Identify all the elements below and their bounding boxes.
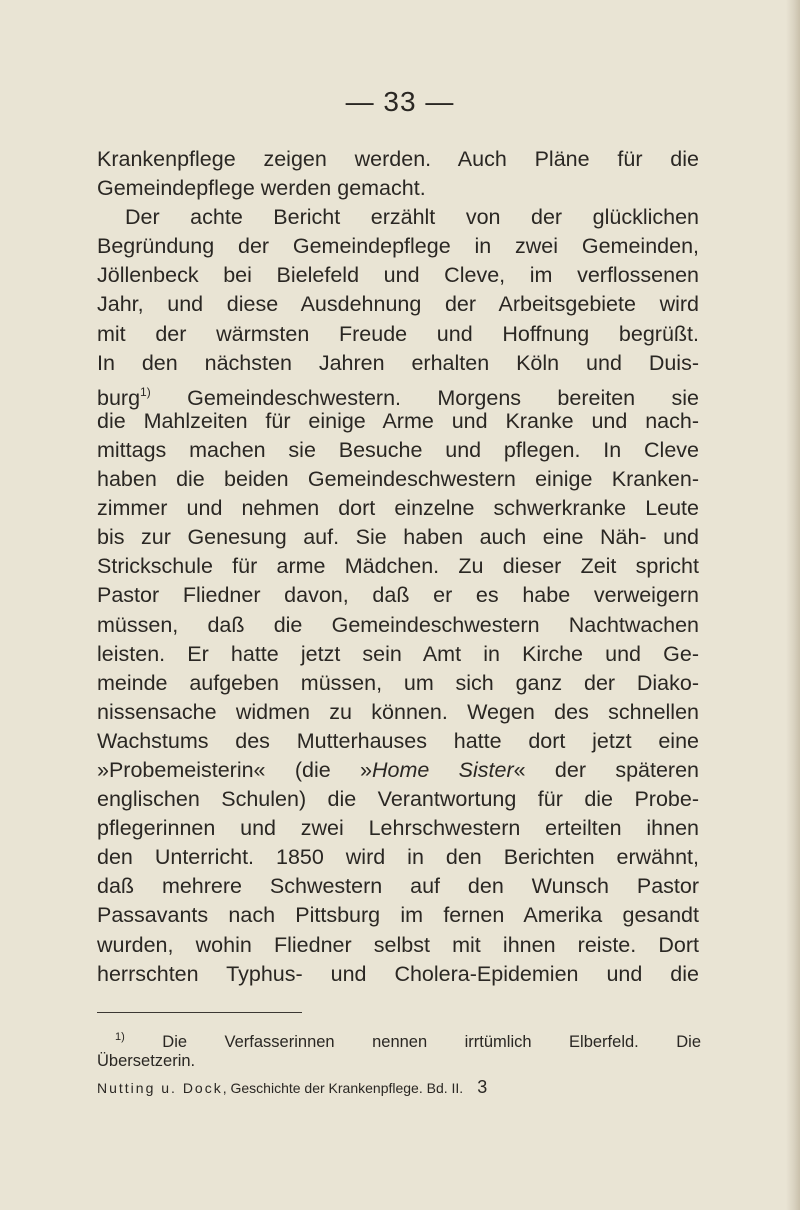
text-line: herrschten Typhus- und Cholera-Epidemien und die (97, 961, 699, 986)
text-line: Der achte Bericht erzählt von der glücklichen (125, 205, 699, 230)
text-line: In den nächsten Jahren erhalten Köln und Duis- (97, 350, 699, 375)
text-line: mittags machen sie Besuche und pflegen. In Cleve (97, 437, 699, 462)
text-line: bis zur Genesung auf. Sie haben auch eine Näh- und (97, 525, 699, 550)
text-line: nissensache widmen zu können. Wegen des schnellen (97, 699, 699, 724)
text-line: Strickschule für arme Mädchen. Zu dieser Zeit spricht (97, 554, 699, 579)
signature-mark: 3 (477, 1077, 488, 1097)
footnote-text: Die Verfasserinnen nennen irrtümlich Elberfeld. Die (162, 1033, 701, 1051)
footnote-continuation: Übersetzerin. (97, 1052, 196, 1070)
text-line: Wachstums des Mutterhauses hatte dort jetzt eine (97, 728, 699, 753)
text-line-rest: Gemeindeschwestern. Morgens bereiten sie (187, 385, 699, 410)
text-line (97, 378, 699, 410)
running-footer (97, 1076, 701, 1100)
text-line: Gemeindepflege werden gemacht. (97, 176, 426, 201)
text-line: leisten. Er hatte jetzt sein Amt in Kirche und Ge- (97, 641, 699, 666)
text-line (97, 756, 699, 785)
footnote-number: 1) (115, 1031, 125, 1043)
text-line: daß mehrere Schwestern auf den Wunsch Pastor (97, 874, 699, 899)
text-line: Begründung der Gemeindepflege in zwei Gemeinden, (97, 234, 699, 259)
text-line: Krankenpflege zeigen werden. Auch Pläne für die (97, 147, 699, 171)
text-line: pflegerinnen und zwei Lehrschwestern erteilten ihnen (97, 816, 699, 841)
text-part: « der späteren (513, 757, 699, 782)
text-line: die Mahlzeiten für einige Arme und Kranke und nach- (97, 408, 699, 433)
text-line: zimmer und nehmen dort einzelne schwerkranke Leute (97, 496, 699, 521)
text-line: Jahr, und diese Ausdehnung der Arbeitsgebiete wird (97, 292, 699, 317)
footnote-rule (97, 1012, 302, 1013)
text-part: »Probemeisterin« (die » (97, 757, 372, 782)
page-edge-shadow (786, 0, 800, 1210)
text-line: haben die beiden Gemeindeschwestern einige Kranken- (97, 467, 699, 492)
footnote-marker: 1) (140, 384, 151, 399)
word-burg: burg (97, 385, 141, 410)
footer-title: , Geschichte der Krankenpflege. Bd. II. (222, 1080, 464, 1096)
text-line: müssen, daß die Gemeindeschwestern Nachtwachen (97, 612, 699, 637)
text-line: Jöllenbeck bei Bielefeld und Cleve, im verflossenen (97, 263, 699, 288)
text-line: meinde aufgeben müssen, um sich ganz der Diako- (97, 670, 699, 695)
text-line: Pastor Fliedner davon, daß er es habe verweigern (97, 583, 699, 608)
footer-authors: Nutting u. Dock (97, 1080, 223, 1096)
text-line: Passavants nach Pittsburg im fernen Amerika gesandt (97, 903, 699, 928)
body-text (97, 145, 699, 989)
page-number: — 33 — (345, 86, 455, 117)
emphasis-home-sister: Home Sister (371, 757, 514, 782)
text-line: mit der wärmsten Freude und Hoffnung begrüßt. (97, 321, 699, 346)
text-line: wurden, wohin Fliedner selbst mit ihnen reiste. Dort (97, 932, 699, 957)
text-line: englischen Schulen) die Verantwortung für die Probe- (97, 787, 699, 812)
text-line: den Unterricht. 1850 wird in den Berichten erwähnt, (97, 845, 699, 870)
